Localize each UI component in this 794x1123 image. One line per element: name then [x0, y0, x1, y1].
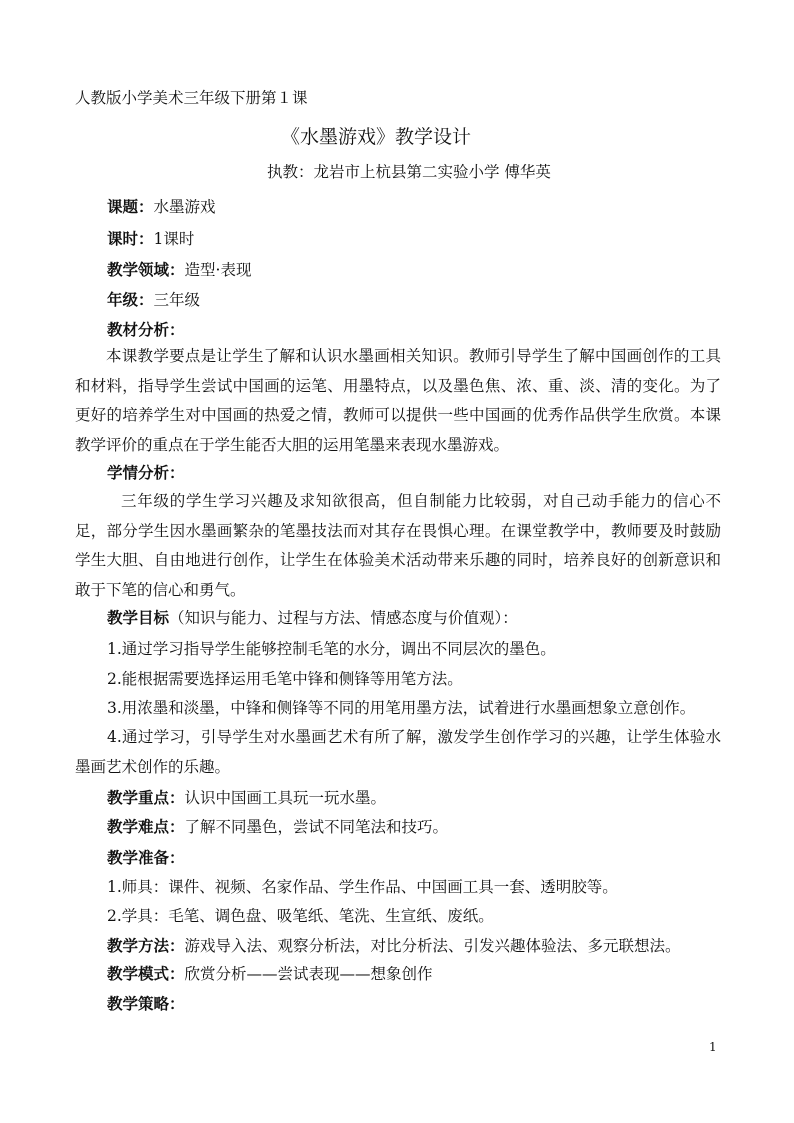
hours-value: 1课时 — [153, 230, 195, 248]
prep-item: 1.师具：课件、视频、名家作品、学生作品、中国画工具一套、透明胶等。 — [107, 878, 618, 896]
grade-value: 三年级 — [153, 291, 201, 309]
mode-value: 欣赏分析——尝试表现——想象创作 — [184, 965, 433, 983]
focus-value: 认识中国画工具玩一玩水墨。 — [184, 789, 387, 807]
material-paragraph: 本课教学要点是让学生了解和认识水墨画相关知识。教师引导学生了解中国画创作的工具和材料，指导学生尝试中国画的运笔、用墨特点，以及墨色焦、浓、重、淡、清的变化。为了更好的培养学生对中国画的热爱之情，教师可以提供一些中国画的优秀作品供学生欣赏。本课教学评价的重点在于学生能否大胆的运用笔墨来表现水墨游戏。 — [75, 347, 721, 454]
goal-item: 1.通过学习指导学生能够控制毛笔的水分，调出不同层次的墨色。 — [107, 640, 556, 658]
hours-row — [107, 229, 194, 249]
prep-item: 2.学具：毛笔、调色盘、吸笔纸、笔洗、生宣纸、废纸。 — [107, 907, 494, 925]
page-number: 1 — [709, 1040, 717, 1054]
grade-label: 年级： — [107, 290, 154, 309]
focus-row — [107, 788, 386, 808]
difficulty-label: 教学难点： — [107, 817, 185, 836]
students-paragraph: 三年级的学生学习兴趣及求知欲很高，但自制能力比较弱，对自己动手能力的信心不足，部分学生因水墨画繁杂的笔墨技法而对其存在畏惧心理。在课堂教学中，教师要及时鼓励学生大胆、自由地进行创作，让学生在体验美术活动带来乐趣的同时，培养良好的创新意识和敢于下笔的信心和勇气。 — [75, 492, 721, 599]
goals-heading: 教学目标 — [107, 608, 170, 627]
page-title: 《水墨游戏》教学设计 — [281, 126, 472, 148]
domain-label: 教学领域： — [107, 260, 185, 279]
goals-heading-row — [107, 608, 518, 628]
focus-label: 教学重点： — [107, 788, 185, 807]
goal-item: 4.通过学习，引导学生对水墨画艺术有所了解，激发学生创作学习的兴趣，让学生体验水墨画艺术创作的乐趣。 — [75, 728, 721, 776]
mode-label: 教学模式： — [107, 964, 185, 983]
goals-heading-note: （知识与能力、过程与方法、情感态度与价值观）： — [169, 609, 518, 627]
difficulty-row — [107, 817, 448, 837]
methods-label: 教学方法： — [107, 936, 185, 955]
strategy-heading: 教学策略： — [107, 994, 185, 1013]
domain-value: 造型·表现 — [184, 261, 252, 279]
material-heading: 教材分析： — [107, 320, 185, 339]
topic-row — [107, 197, 216, 217]
topic-label: 课题： — [107, 197, 154, 216]
topic-value: 水墨游戏 — [153, 198, 216, 216]
methods-value: 游戏导入法、观察分析法，对比分析法、引发兴趣体验法、多元联想法。 — [184, 937, 681, 955]
author-line: 执教：龙岩市上杭县第二实验小学 傅华英 — [267, 163, 551, 181]
prep-heading: 教学准备： — [107, 848, 185, 867]
goal-item: 2.能根据需要选择运用毛笔中锋和侧锋等用笔方法。 — [107, 670, 463, 688]
goal-item: 3.用浓墨和淡墨，中锋和侧锋等不同的用笔用墨方法，试着进行水墨画想象立意创作。 — [107, 699, 696, 717]
mode-row — [107, 964, 433, 984]
students-heading: 学情分析： — [107, 463, 185, 482]
series-line: 人教版小学美术三年级下册第１课 — [75, 89, 308, 107]
grade-row — [107, 290, 200, 310]
domain-row — [107, 260, 251, 280]
difficulty-value: 了解不同墨色，尝试不同笔法和技巧。 — [184, 818, 449, 836]
methods-row — [107, 936, 681, 956]
hours-label: 课时： — [107, 229, 154, 248]
